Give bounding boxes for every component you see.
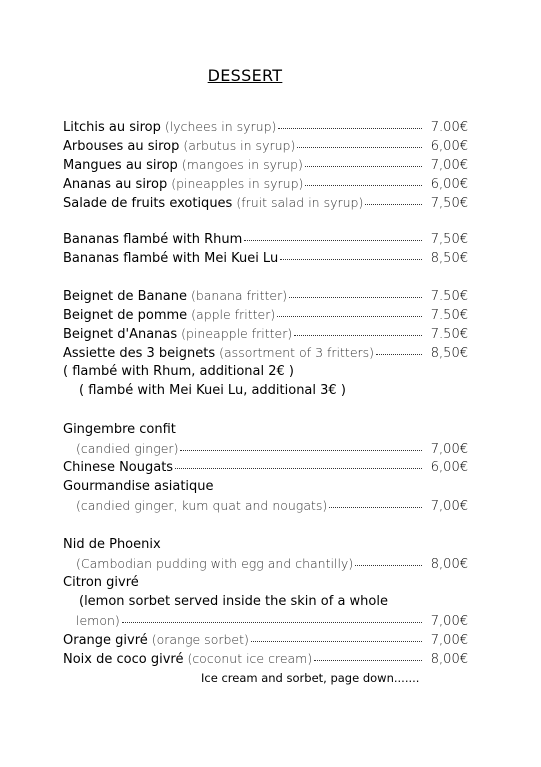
item-name: Orange givré (63, 633, 148, 648)
item-name-phoenix: Nid de Phoenix (63, 537, 161, 552)
leader-dots (289, 294, 422, 298)
leader-dots (355, 562, 422, 566)
leader-dots (305, 182, 422, 186)
menu-item-gourmandise (63, 496, 468, 515)
item-description: (candied ginger, kum quat and nougats) (76, 498, 328, 513)
item-name: Beignet de Banane (63, 289, 187, 304)
item-name: Bananas flambé with Rhum (63, 232, 243, 247)
item-name: Assiette des 3 beignets (63, 346, 216, 361)
item-price: 7.50€ (430, 327, 468, 342)
menu-item-bananas-rhum (63, 230, 468, 249)
item-description: (mangoes in syrup) (181, 157, 303, 172)
leader-dots (314, 657, 422, 661)
menu-item-litchis (63, 117, 468, 136)
item-description: (fruit salad in syrup) (236, 195, 364, 210)
menu-item-nougats (63, 458, 468, 477)
leader-dots (175, 465, 422, 469)
item-description: (arbutus in syrup) (183, 138, 296, 153)
section-gap (63, 212, 468, 230)
item-price: 7,50€ (430, 232, 468, 247)
leader-dots (277, 313, 422, 317)
item-price: 6,00€ (430, 460, 468, 475)
menu-item-ananas (63, 174, 468, 193)
menu-item-beignet-banane (63, 286, 468, 305)
menu-item-bananas-mei-kuei-lu (63, 249, 468, 268)
menu-item-beignet-ananas (63, 324, 468, 343)
item-name: Noix de coco givré (63, 652, 184, 667)
item-name: Beignet de pomme (63, 308, 188, 323)
page-title: DESSERT (207, 66, 283, 85)
item-price: 7,00€ (430, 614, 468, 629)
item-description: lemon) (76, 613, 120, 628)
item-name: Salade de fruits exotiques (63, 196, 233, 211)
item-description: (Cambodian pudding with egg and chantilly) (76, 556, 354, 571)
item-price: 7,00€ (430, 442, 468, 457)
leader-dots (376, 351, 422, 355)
menu-item-assiette-beignets (63, 343, 468, 362)
leader-dots (365, 201, 422, 205)
menu-item-coco (63, 649, 468, 668)
leader-dots (329, 504, 422, 508)
flambe-note-rhum: ( flambé with Rhum, additional 2€ ) (63, 364, 294, 379)
item-name: Litchis au sirop (63, 120, 161, 135)
leader-dots (244, 237, 422, 241)
menu-item-beignet-pomme (63, 305, 468, 324)
item-description: (coconut ice cream) (187, 651, 313, 666)
item-price: 6,00€ (430, 177, 468, 192)
item-price: 7,00€ (430, 499, 468, 514)
leader-dots (180, 447, 422, 451)
leader-dots (278, 125, 422, 129)
item-description: (pineapple fritter) (181, 326, 293, 341)
menu-item-mangues (63, 155, 468, 174)
item-name: Arbouses au sirop (63, 139, 180, 154)
item-description: (apple fritter) (191, 307, 276, 322)
item-price: 7.50€ (430, 308, 468, 323)
item-name-citron: Citron givré (63, 575, 139, 590)
section-gap (63, 515, 468, 535)
item-price: 7.00€ (430, 120, 468, 135)
item-price: 7,00€ (430, 158, 468, 173)
item-description: (lychees in syrup) (164, 119, 277, 134)
item-description: (assortment of 3 fritters) (219, 345, 375, 360)
menu-item-arbouses (63, 136, 468, 155)
flambe-note-mei-kuei-lu: ( flambé with Mei Kuei Lu, additional 3€ ) (79, 383, 346, 398)
menu-item-salade (63, 193, 468, 212)
leader-dots (297, 144, 422, 148)
menu-item-gingembre (63, 439, 468, 458)
menu-item-phoenix (63, 554, 468, 573)
item-description: (candied ginger) (76, 441, 179, 456)
menu-item-citron (63, 611, 468, 630)
item-name-gingembre: Gingembre confit (63, 422, 176, 437)
leader-dots (122, 619, 422, 623)
item-price: 7,50€ (430, 196, 468, 211)
menu-item-orange (63, 630, 468, 649)
item-name: Beignet d'Ananas (63, 327, 178, 342)
item-name: Chinese Nougats (63, 460, 174, 475)
item-description: (orange sorbet) (151, 632, 249, 647)
section-gap (63, 400, 468, 420)
item-description: (pineapples in syrup) (171, 176, 304, 191)
leader-dots (251, 638, 422, 642)
item-price: 7.50€ (430, 289, 468, 304)
item-price: 8,00€ (430, 652, 468, 667)
leader-dots (305, 163, 422, 167)
item-price: 8,50€ (430, 346, 468, 361)
item-description: (banana fritter) (190, 288, 288, 303)
footer-note: Ice cream and sorbet, page down....... (201, 671, 420, 685)
item-name-gourmandise: Gourmandise asiatique (63, 479, 214, 494)
item-description-citron: (lemon sorbet served inside the skin of a whole (79, 594, 388, 609)
item-price: 6,00€ (430, 139, 468, 154)
item-name: Ananas au sirop (63, 177, 168, 192)
dessert-menu (63, 117, 468, 668)
section-gap (63, 268, 468, 286)
item-name: Mangues au sirop (63, 158, 178, 173)
item-name: Bananas flambé with Mei Kuei Lu (63, 251, 279, 266)
item-price: 8,00€ (430, 557, 468, 572)
item-price: 8,50€ (430, 251, 468, 266)
item-price: 7,00€ (430, 633, 468, 648)
leader-dots (280, 256, 422, 260)
leader-dots (294, 332, 422, 336)
